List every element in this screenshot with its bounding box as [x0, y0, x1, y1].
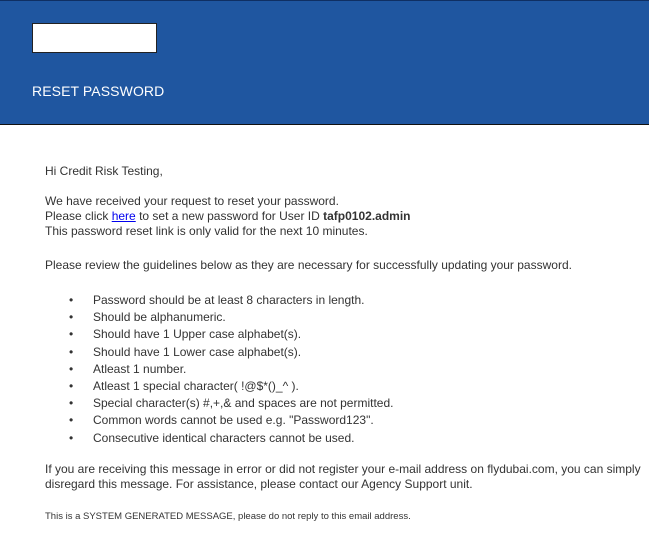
bullet-icon: •: [69, 310, 74, 325]
bullet-icon: •: [69, 396, 74, 411]
bullet-icon: •: [69, 293, 74, 307]
bullet-icon: •: [69, 430, 74, 445]
request-received-text: We have received your request to reset your password.: [45, 194, 339, 208]
disregard-text-line-1: If you are receiving this message in error or did not register your e-mail address on flydubai.com, you can simply: [45, 461, 641, 476]
user-id-value: tafp0102.admin: [323, 209, 411, 223]
list-item: • Should have 1 Upper case alphabet(s).: [45, 326, 645, 343]
bullet-icon: •: [69, 344, 74, 359]
reset-password-link[interactable]: here: [111, 209, 136, 223]
list-item: • Atleast 1 number.: [45, 361, 645, 378]
email-body: [45, 164, 645, 492]
list-item: • Password should be at least 8 characters in length.: [45, 292, 645, 309]
disregard-text-line-2: disregard this message. For assistance, please contact our Agency Support unit.: [45, 476, 473, 491]
list-item: • Consecutive identical characters cannot be used.: [45, 430, 645, 447]
bullet-icon: •: [69, 361, 74, 376]
list-item: • Common words cannot be used e.g. "Password123".: [45, 412, 645, 429]
bullet-icon: •: [69, 327, 74, 342]
guidelines-intro-text: Please review the guidelines below as they are necessary for successfully updating your password.: [45, 258, 572, 272]
logo-placeholder: [32, 23, 157, 53]
email-header-banner: [0, 0, 649, 125]
link-validity-text: This password reset link is only valid for the next 10 minutes.: [45, 224, 368, 238]
list-item: • Special character(s) #,+,& and spaces are not permitted.: [45, 395, 645, 412]
list-item: • Should be alphanumeric.: [45, 309, 645, 326]
system-generated-note: This is a SYSTEM GENERATED MESSAGE, please do not reply to this email address.: [45, 511, 411, 522]
click-prefix-text: Please click: [45, 209, 112, 223]
bullet-icon: •: [69, 378, 74, 393]
list-item: • Should have 1 Lower case alphabet(s).: [45, 344, 645, 361]
password-guidelines-list: [45, 292, 645, 447]
header-title: RESET PASSWORD: [32, 83, 165, 99]
click-middle-text: to set a new password for User ID: [135, 209, 324, 223]
reset-instruction-line: [45, 209, 645, 224]
bullet-icon: •: [69, 413, 74, 428]
list-item: • Atleast 1 special character( !@$*()_^ ).: [45, 378, 645, 395]
greeting-text: Hi Credit Risk Testing,: [45, 164, 163, 178]
